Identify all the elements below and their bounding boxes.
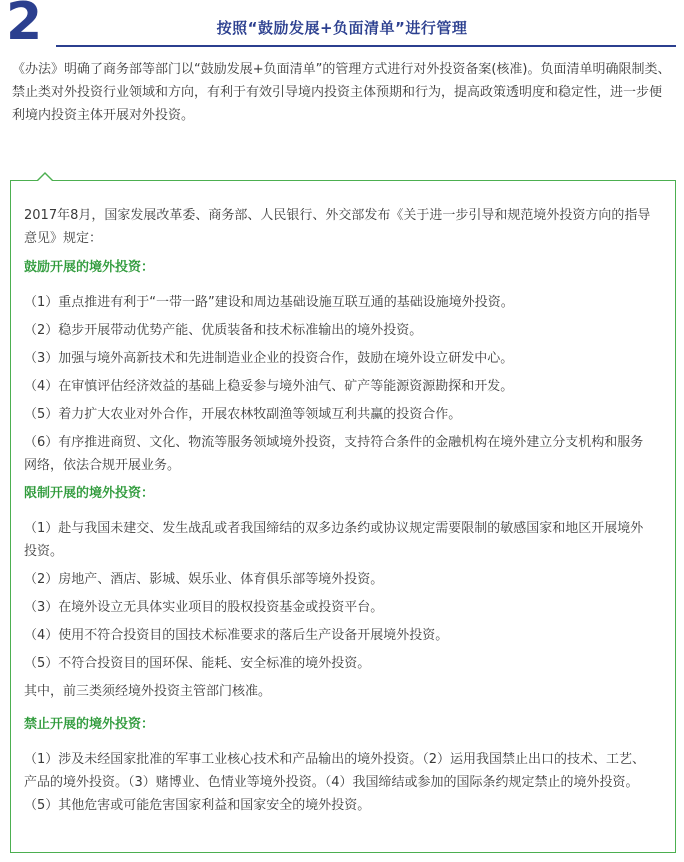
list-item: （5）不符合投资目的国环保、能耗、安全标准的境外投资。 <box>24 656 371 671</box>
list-item: （6）有序推进商贸、文化、物流等服务领域境外投资，支持符合条件的金融机构在境外建立分支机构和服务网络，依法合规开展业务。 <box>24 435 644 473</box>
section-header <box>0 0 684 52</box>
restricted-note: 其中，前三类须经境外投资主管部门核准。 <box>24 684 272 699</box>
list-item: （3）加强与境外高新技术和先进制造业企业的投资合作，鼓励在境外设立研发中心。 <box>24 351 514 366</box>
restricted-heading: 限制开展的境外投资： <box>24 486 155 501</box>
list-item: （5）着力扩大农业对外合作，开展农林牧副渔等领域互利共赢的投资合作。 <box>24 407 462 422</box>
list-item: （4）在审慎评估经济效益的基础上稳妥参与境外油气、矿产等能源资源勘探和开发。 <box>24 379 514 394</box>
list-item: （1）重点推进有利于“一带一路”建设和周边基础设施互联互通的基础设施境外投资。 <box>24 295 514 310</box>
encouraged-heading: 鼓励开展的境外投资： <box>24 260 155 275</box>
policy-content <box>24 204 656 822</box>
list-item: （4）使用不符合投资目的国技术标准要求的落后生产设备开展境外投资。 <box>24 628 449 643</box>
header-divider <box>56 45 676 47</box>
list-item: （1）赴与我国未建交、发生战乱或者我国缔结的双多边条约或协议规定需要限制的敏感国家和地区开展境外投资。 <box>24 521 644 559</box>
intro-paragraph: 《办法》明确了商务部等部门以“鼓励发展+负面清单”的管理方式进行对外投资备案(核准)。负面清单明确限制类、禁止类对外投资行业领域和方向，有利于有效引导境内投资主体预期和行为，提高政策透明度和稳定性，进一步便利境内投资主体开展对外投资。 <box>12 62 671 123</box>
section-number: 2 <box>6 0 43 52</box>
list-item: （2）房地产、酒店、影城、娱乐业、体育俱乐部等境外投资。 <box>24 572 384 587</box>
lead-paragraph: 2017年8月，国家发展改革委、商务部、人民银行、外交部发布《关于进一步引导和规范境外投资方向的指导意见》规定： <box>24 208 651 246</box>
section-title: 按照“鼓励发展+负面清单”进行管理 <box>216 19 468 37</box>
box-pointer-fill <box>37 174 53 182</box>
list-item: （2）稳步开展带动优势产能、优质装备和技术标准输出的境外投资。 <box>24 323 423 338</box>
list-item: （3）在境外设立无具体实业项目的股权投资基金或投资平台。 <box>24 600 384 615</box>
prohibited-heading: 禁止开展的境外投资： <box>24 717 155 732</box>
prohibited-paragraph: （1）涉及未经国家批准的军事工业核心技术和产品输出的境外投资。（2）运用我国禁止出口的技术、工艺、产品的境外投资。（3）赌博业、色情业等境外投资。（4）我国缔结或参加的国际条约规定禁止的境外投资。（5）其他危害或可能危害国家利益和国家安全的境外投资。 <box>24 752 646 813</box>
